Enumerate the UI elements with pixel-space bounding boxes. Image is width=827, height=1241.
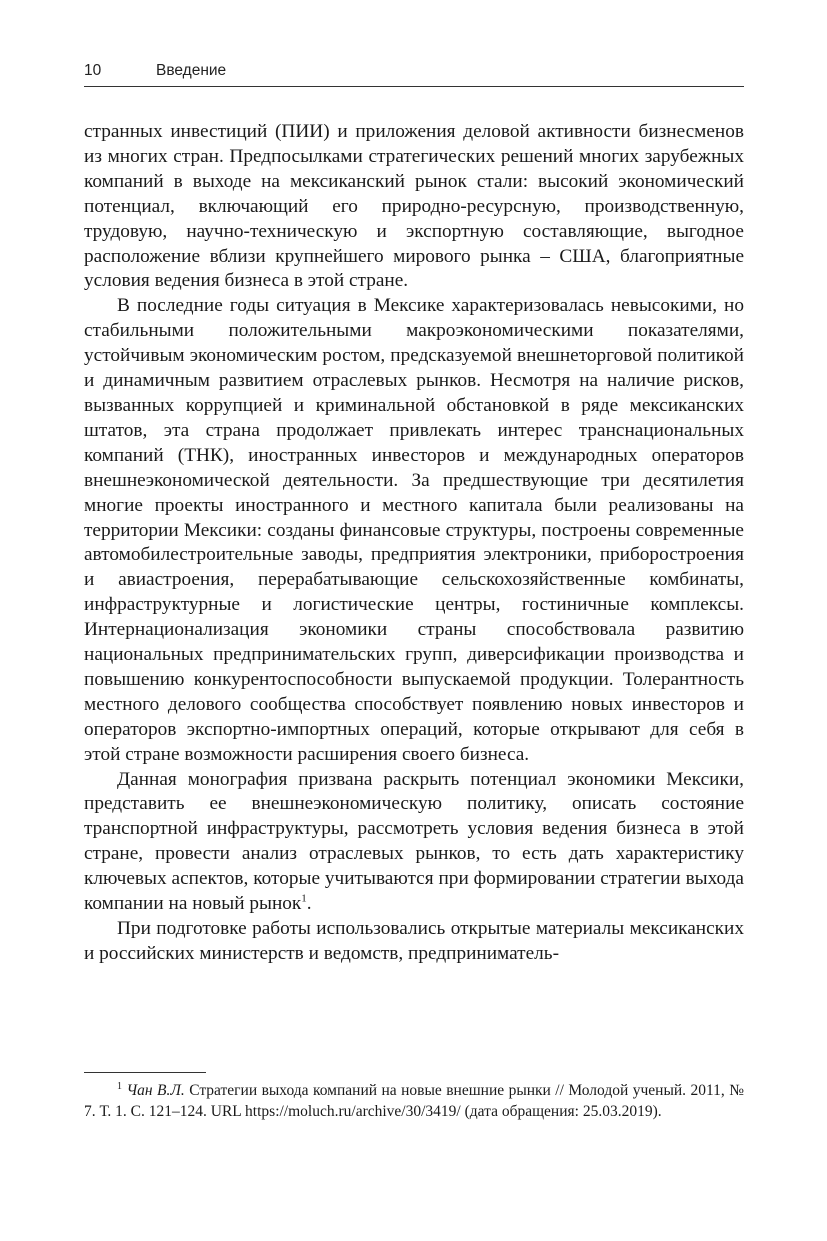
paragraph-2 — [84, 294, 744, 767]
page — [84, 62, 744, 967]
footnote-marker: 1 — [117, 1080, 122, 1092]
footnote — [84, 1081, 744, 1122]
running-header — [84, 62, 744, 87]
footnote-text: Стратегии выхода компаний на новые внешние рынки // Молодой ученый. 2011, № 7. Т. 1. С. 121–124. URL https://moluch.ru/archive/30/3419/ (дата обращения: 25.03.2019). — [84, 1082, 745, 1120]
section-title: Введение — [156, 62, 227, 79]
paragraph-4-text: При подготовке работы использовались открытые материалы мексиканских и российских министерств и ведомств, предприниматель- — [84, 918, 744, 964]
footnote-author: Чан В.Л. — [126, 1082, 185, 1099]
body-text — [84, 120, 744, 967]
page-number: 10 — [84, 62, 102, 79]
footnote-divider — [84, 1072, 206, 1073]
paragraph-3 — [84, 768, 744, 917]
paragraph-1-text: странных инвестиций (ПИИ) и приложения деловой активности бизнесменов из многих стран. Предпосылками стратегических решений многих зарубежных компаний в выходе на мексиканский рынок стали: высокий экономический потенциал, включающий его природно-ресурсную, производственную, трудовую, научно-техническую и экспортную составляющие, выгодное расположение вблизи крупнейшего мирового рынка – США, благоприятные условия ведения бизнеса в этой стране. — [84, 121, 744, 292]
paragraph-3-tail: . — [306, 893, 312, 915]
footnote-reference[interactable]: 1 — [301, 892, 307, 905]
footnote-area — [84, 1072, 744, 1122]
paragraph-1 — [84, 120, 744, 294]
paragraph-2-text: В последние годы ситуация в Мексике характеризовалась невысокими, но стабильными положительными макроэкономическими показателями, устойчивым экономическим ростом, предсказуемой внешнеторговой политикой и динамичным развитием отраслевых рынков. Несмотря на наличие рисков, вызванных коррупцией и криминальной обстановкой в ряде мексиканских штатов, эта страна продолжает привлекать интерес транснациональных компаний (ТНК), иностранных инвесторов и международных операторов внешнеэкономической деятельности. За предшествующие три десятилетия многие проекты иностранного и местного капитала были реализованы на территории Мексики: созданы финансовые структуры, построены современные автомобилестроительные заводы, предприятия электроники, приборостроения и авиастроения, перерабатывающие сельскохозяйственные комбинаты, инфраструктурные и логистические центры, гостиничные комплексы. Интернационализация экономики страны способствовала развитию национальных предпринимательских групп, диверсификации производства и повышению конкурентоспособности выпускаемой продукции. Толерантность местного делового сообщества способствует появлению новых инвесторов и операторов экспортно-импортных операций, которые открывают для себя в этой стране возможности расширения своего бизнеса. — [84, 295, 744, 765]
paragraph-4 — [84, 917, 744, 967]
paragraph-3-text: Данная монография призвана раскрыть потенциал экономики Мексики, представить ее внешнеэкономическую политику, описать состояние транспортной инфраструктуры, рассмотреть условия ведения бизнеса в этой стране, провести анализ отраслевых рынков, то есть дать характеристику ключевых аспектов, которые учитываются при формировании стратегии выхода компании на новый рынок — [84, 768, 744, 915]
